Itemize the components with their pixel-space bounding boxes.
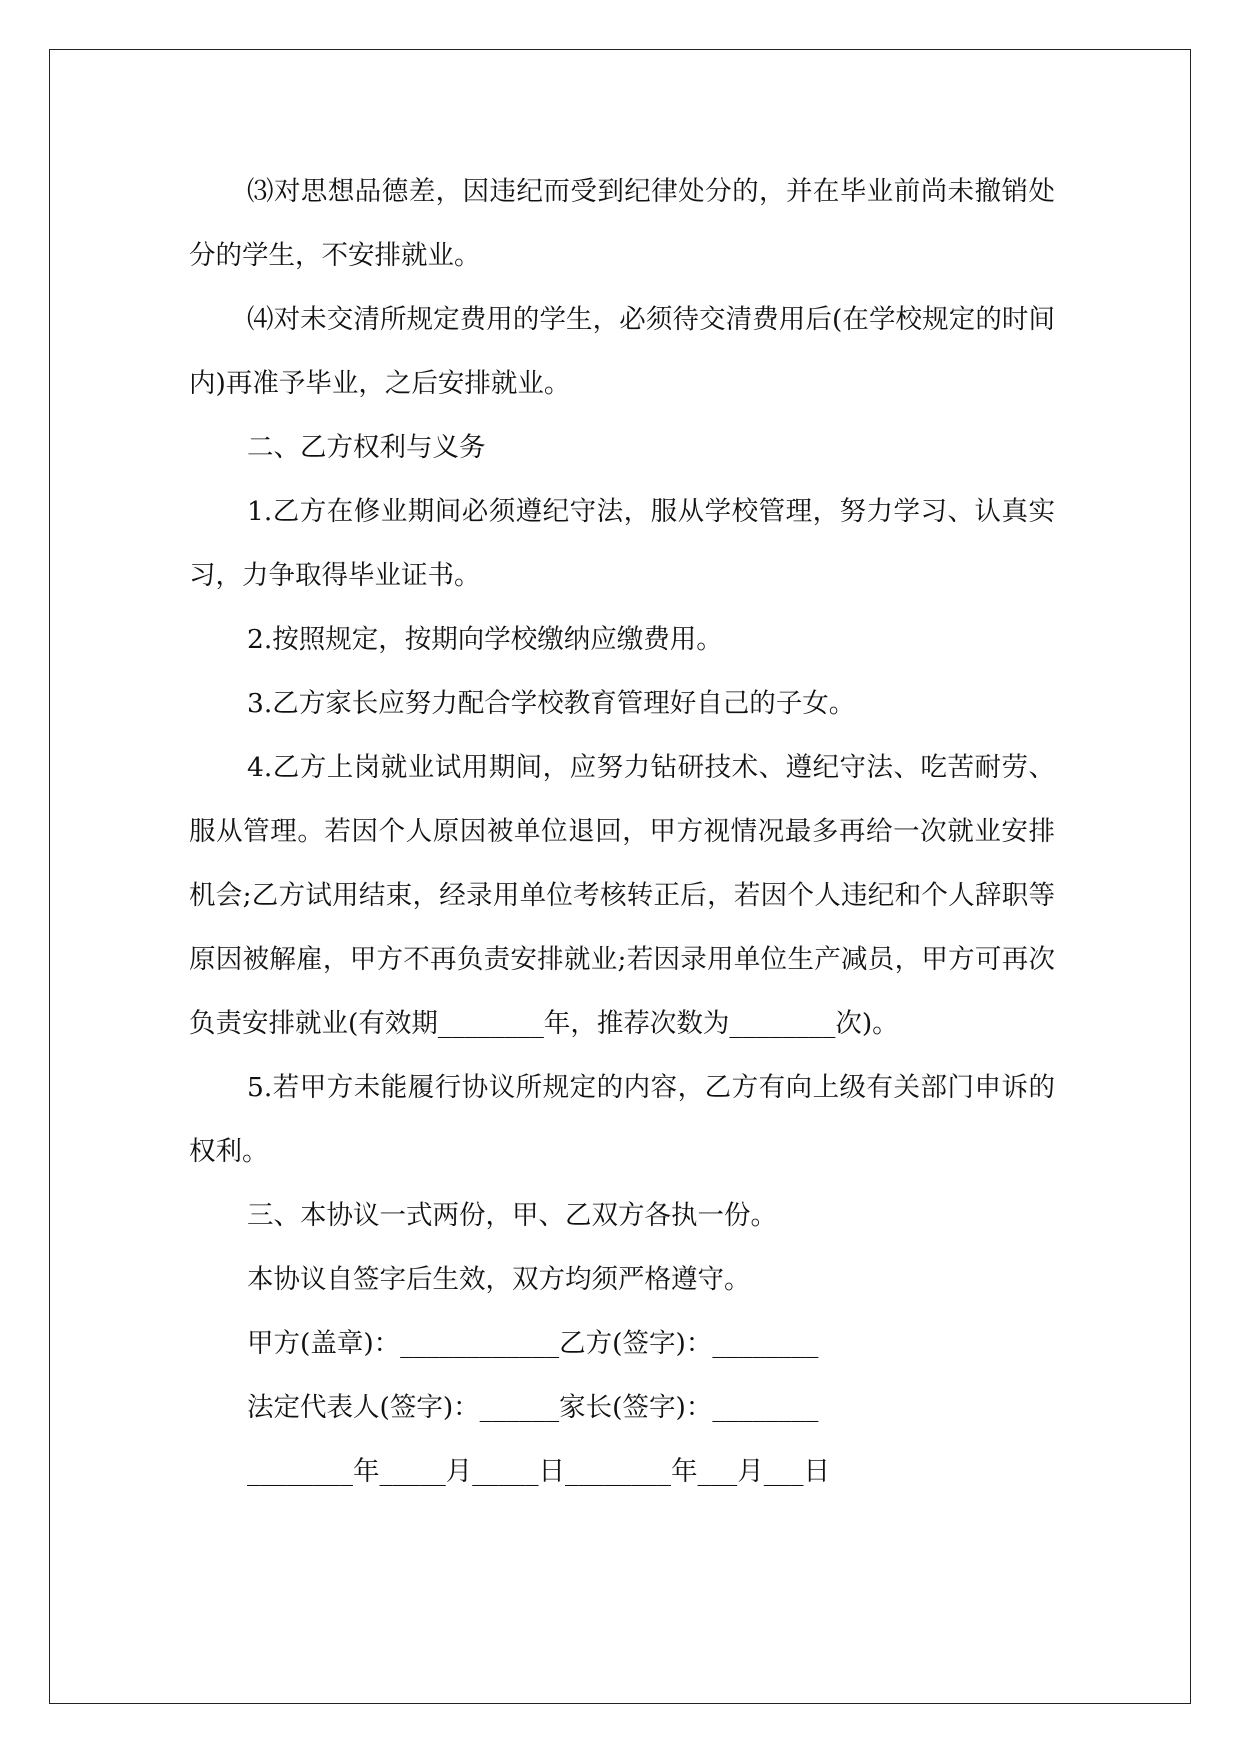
party-b-item-1: 1.乙方在修业期间必须遵纪守法，服从学校管理，努力学习、认真实习，力争取得毕业证书。 (189, 496, 1055, 591)
clause-3-paragraph: ⑶对思想品德差，因违纪而受到纪律处分的，并在毕业前尚未撤销处分的学生，不安排就业。 (189, 176, 1055, 271)
party-b-item-2: 2.按照规定，按期向学校缴纳应缴费用。 (247, 624, 723, 655)
section-3-heading: 三、本协议一式两份，甲、乙双方各执一份。 (247, 1200, 777, 1231)
party-b-item-5: 5.若甲方未能履行协议所规定的内容，乙方有向上级有关部门申诉的权利。 (189, 1072, 1055, 1167)
clause-4-paragraph: ⑷对未交清所规定费用的学生，必须待交清费用后(在学校规定的时间内)再准予毕业，之后安排就业。 (189, 304, 1055, 399)
section-2-heading: 二、乙方权利与义务 (247, 432, 486, 463)
signature-line-representatives: 法定代表人(签字)：______家长(签字)：________ (247, 1392, 819, 1423)
party-b-item-3: 3.乙方家长应努力配合学校教育管理好自己的子女。 (247, 688, 856, 719)
signature-line-dates: ________年_____月_____日________年___月___日 (247, 1456, 830, 1487)
signature-line-parties: 甲方(盖章)：____________乙方(签字)：________ (247, 1328, 819, 1359)
document-body (189, 160, 1055, 1504)
party-b-item-4: 4.乙方上岗就业试用期间，应努力钻研技术、遵纪守法、吃苦耐劳、服从管理。若因个人原因被单位退回，甲方视情况最多再给一次就业安排机会;乙方试用结束，经录用单位考核转正后，若因个人违纪和个人辞职等原因被解雇，甲方不再负责安排就业;若因录用单位生产减员，甲方可再次负责安排就业(有效期________年，推荐次数为________次)。 (189, 752, 1055, 1039)
effective-clause: 本协议自签字后生效，双方均须严格遵守。 (247, 1264, 751, 1295)
